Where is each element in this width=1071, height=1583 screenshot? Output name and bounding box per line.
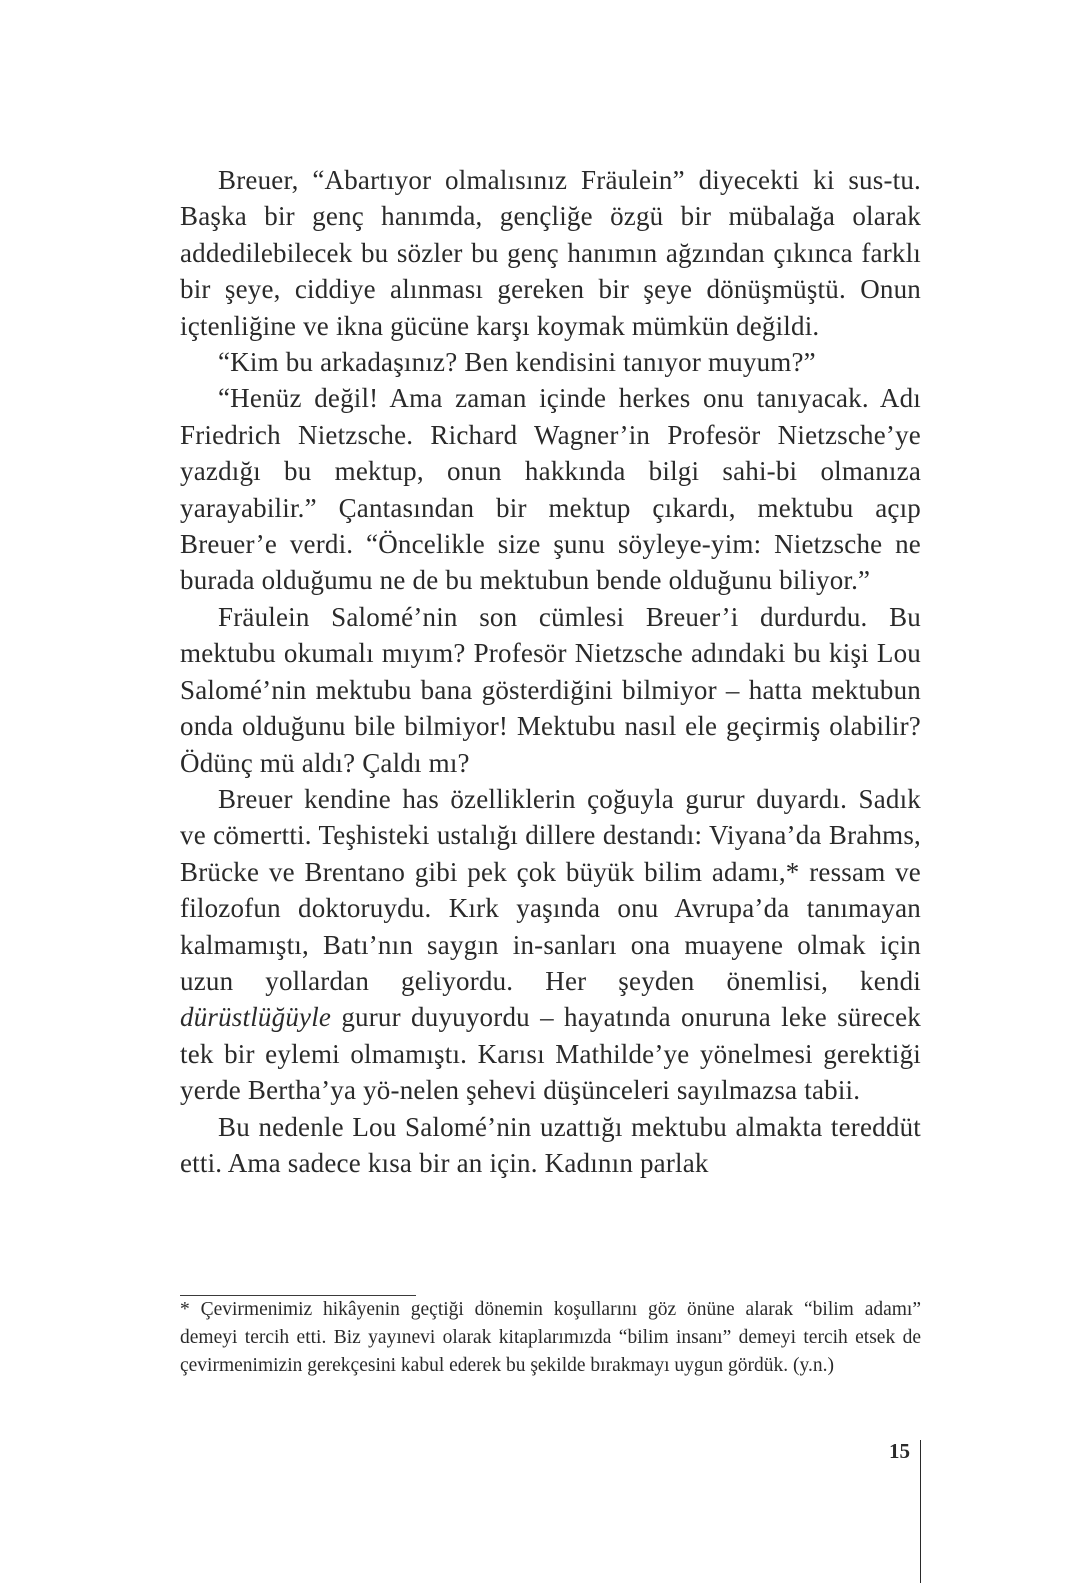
footnote: * Çevirmenimiz hikâyenin geçtiği dönemin koşullarını göz önüne alarak “bilim adamı” demeyi tercih etti. Biz yayınevi olarak kitaplarımızda “bilim insanı” demeyi tercih etsek de çevirmenimizin gerekçesini kabul ederek bu şekilde bırakmayı uygun gördük. (y.n.) bbox=[180, 1299, 921, 1376]
paragraph-6-text: Bu nedenle Lou Salomé’nin uzattığı mektubu almakta tereddüt etti. Ama sadece kısa bir an için. Kadının parlak bbox=[180, 1111, 921, 1178]
paragraph-2-text: “Kim bu arkadaşınız? Ben kendisini tanıyor muyum?” bbox=[218, 347, 816, 378]
paragraph-4 bbox=[180, 599, 921, 781]
paragraph-5 bbox=[180, 781, 921, 1109]
page-number: 15 bbox=[889, 1439, 910, 1463]
paragraph-4-text: Fräulein Salomé’nin son cümlesi Breuer’i durdurdu. Bu mektubu okumalı mıyım? Profesör Nietzsche adındaki bu kişi Lou Salomé’nin mektubu bana gösterdiğini bilmiyor – hatta mektubun onda olduğunu bile bilmiyor! Mektubu nasıl ele geçirmiş olabilir? Ödünç mü aldı? Çaldı mı? bbox=[180, 601, 921, 778]
paragraph-6 bbox=[180, 1109, 921, 1182]
paragraph-5-italic-word: dürüstlüğüyle bbox=[180, 1002, 332, 1033]
margin-rule bbox=[920, 1440, 921, 1583]
paragraph-3 bbox=[180, 380, 921, 598]
paragraph-1 bbox=[180, 162, 921, 344]
paragraph-5-text-a: Breuer kendine has özelliklerin çoğuyla gurur duyardı. Sadık ve cömertti. Teşhisteki ustalığı dillere destandı: Viyana’da Brahms, Brücke ve Brentano gibi pek çok büyük bilim adamı,* ressam ve filozofun doktoruydu. Kırk yaşında onu Avrupa’da tanımayan kalmamıştı, Batı’nın saygın in-sanları ona muayene olmak için uzun yollardan geliyordu. Her şeyden önemlisi, kendi bbox=[180, 783, 921, 996]
paragraph-3-text: “Henüz değil! Ama zaman içinde herkes onu tanıyacak. Adı Friedrich Nietzsche. Richard Wagner’in Profesör Nietzsche’ye yazdığı bu mektup, onun hakkında bilgi sahi-bi olmanıza yarayabilir.” Çantasından bir mektup çıkardı, mektubu açıp Breuer’e verdi. “Öncelikle size şunu söyleye-yim: Nietzsche ne burada olduğumu ne de bu mektubun bende olduğunu biliyor.” bbox=[180, 383, 921, 596]
paragraph-5-text-b: gurur duyuyordu – hayatında onuruna leke sürecek tek bir eylemi olmamıştı. Karısı Mathilde’ye yönelmesi gerektiği yerde Bertha’ya yö-nelen şehevi düşünceleri sayılmazsa tabii. bbox=[180, 1002, 921, 1106]
paragraph-2 bbox=[180, 344, 921, 380]
body-text bbox=[180, 162, 921, 1181]
paragraph-1-text: Breuer, “Abartıyor olmalısınız Fräulein” diyecekti ki sus-tu. Başka bir genç hanımda, gençliğe özgü bir mübalağa olarak addedilebilecek bu sözler bu genç hanımın ağzından çıkınca farklı bir şeye, ciddiye alınması gereken bir şeye dönüşmüştü. Onun içtenliğine ve ikna gücüne karşı koymak mümkün değildi. bbox=[180, 165, 921, 341]
